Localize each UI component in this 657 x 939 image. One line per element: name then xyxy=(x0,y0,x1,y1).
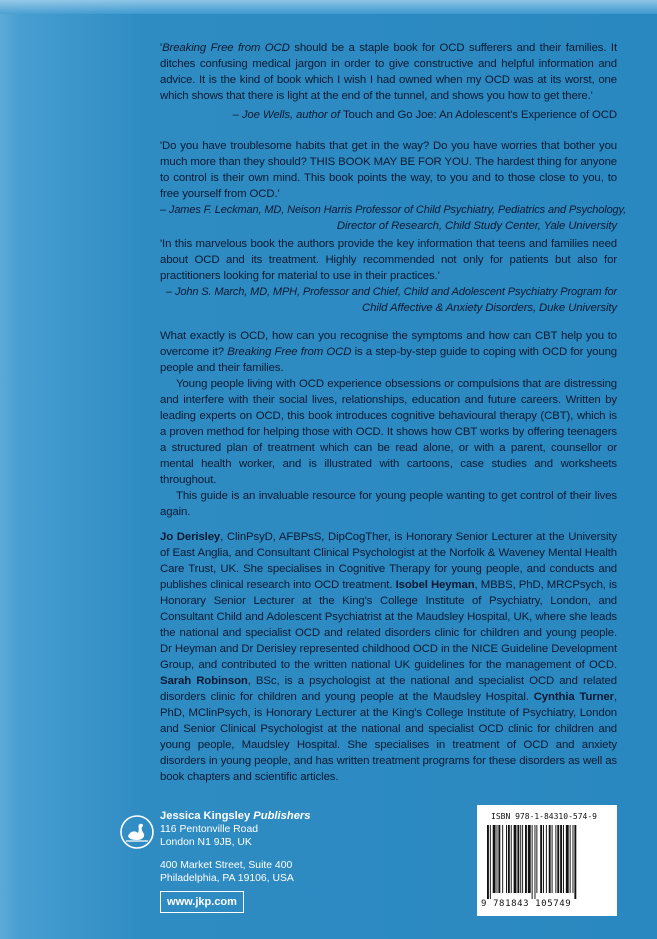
endorsement-quote-3 xyxy=(160,236,617,316)
publisher-address-us-line2: Philadelphia, PA 19106, USA xyxy=(160,873,294,884)
cover-spine-shade xyxy=(0,0,145,939)
publisher-name: Jessica Kingsley Publishers xyxy=(160,810,311,822)
publisher-address-us-line1: 400 Market Street, Suite 400 xyxy=(160,860,293,871)
author-biographies xyxy=(160,529,617,785)
description-paragraph-3: This guide is an invaluable resource for young people wanting to get control of their lives again. xyxy=(160,490,617,518)
author-name-3: Sarah Robinson xyxy=(160,675,248,687)
quote-3-attribution-line1: – John S. March, MD, MPH, Professor and Chief, Child and Adolescent Psychiatry Program for xyxy=(166,286,617,298)
quote-2-attribution-line1: – James F. Leckman, MD, Neison Harris Professor of Child Psychiatry, Pediatrics and Psychology, xyxy=(160,204,627,216)
author-name-2: Isobel Heyman xyxy=(395,579,475,591)
book-description xyxy=(160,328,617,520)
endorsement-quote-2 xyxy=(160,138,627,234)
endorsement-quote-1 xyxy=(160,40,617,123)
publisher-address-uk-line1: 116 Pentonville Road xyxy=(160,824,259,835)
quote-3-attribution-line2: Child Affective & Anxiety Disorders, Duke University xyxy=(362,302,617,314)
barcode-bars xyxy=(487,825,607,899)
book-title-italic: Breaking Free from OCD xyxy=(162,42,290,54)
author-bio-paragraph: Jo Derisley, ClinPsyD, AFBPsS, DipCogTher, is Honorary Senior Lecturer at the University of East Anglia, and Consultant Clinical Psychologist at the Norfolk & Waveney Mental Health Care Trust, UK. She specialises in Cognitive Therapy for young people, and conducts and publishes clinical research into OCD treatment. Isobel Heyman, MBBS, PhD, MRCPsych, is Honorary Senior Lecturer at the King's College Institute of Psychiatry, London, and Consultant Child and Adolescent Psychiatrist at the Maudsley Hospital, UK, where she leads the national and specialist OCD and related disorders clinic for children and young people. Dr Heyman and Dr Derisley represented childhood OCD in the NICE Guideline Development Group, and contributed to the written national UK guidelines for the management of OCD. Sarah Robinson, BSc, is a psychologist at the national and specialist OCD and related disorders clinic for children and young people at the Maudsley Hospital. Cynthia Turner, PhD, MClinPsych, is Honorary Lecturer at the King's College Institute of Psychiatry, London and Senior Clinical Psychologist at the national and specialist OCD clinic for children and young people, Maudsley Hospital. She specialises in treatment of OCD and anxiety disorders in young people, and has written treatment programs for these disorders as well as book chapters and scientific articles. xyxy=(160,531,618,783)
quote-2-attribution-line2: Director of Research, Child Study Center, Yale University xyxy=(336,220,617,232)
quote-1-text: 'Breaking Free from OCD should be a staple book for OCD sufferers and their families. It ditches confusing medical jargon in order to give constructive and helpful information and advice. It is the kind of book which I wish I had owned when my OCD was at its worst, one which shows that there is light at the end of the tunnel, and shows you how to get there.' xyxy=(160,42,617,102)
jkp-swan-logo-icon xyxy=(120,815,154,849)
quote-1-attribution: – Joe Wells, author of Touch and Go Joe: An Adolescent's Experience of OCD xyxy=(232,109,617,121)
quote-2-text: 'Do you have troublesome habits that get in the way? Do you have worries that bother you much more than they should? THIS BOOK MAY BE FOR YOU. The hardest thing for anyone to control is their own mind. This book points the way, to you and to those close to you, to free yourself from OCD.' xyxy=(160,140,617,200)
quote-3-text: 'In this marvelous book the authors provide the key information that teens and families need about OCD and its treatment. Highly recommended not only for patients but also for practitioners looking for material to use in their practices.' xyxy=(160,238,617,282)
description-paragraph-1: What exactly is OCD, how can you recognise the symptoms and how can CBT help you to overcome it? Breaking Free from OCD is a step-by-step guide to coping with OCD for young people and their families. xyxy=(160,330,618,374)
barcode-digits: 9 781843 105749 xyxy=(481,899,572,909)
publisher-address-uk-line2: London N1 9JB, UK xyxy=(160,837,252,848)
publisher-url: www.jkp.com xyxy=(160,891,244,913)
author-name-1: Jo Derisley xyxy=(160,531,221,543)
description-paragraph-2: Young people living with OCD experience obsessions or compulsions that are distressing and interfere with their social lives, relationships, education and future careers. Written by leading experts on OCD, this book introduces cognitive behavioural therapy (CBT), which is a proven method for helping those with OCD. It shows how CBT works by offering teenagers a structured plan of treatment which can be read alone, or with a parent, counsellor or mental health worker, and is illustrated with cartoons, case studies and worksheets throughout. xyxy=(160,378,617,486)
isbn-label: ISBN 978-1-84310-574-9 xyxy=(491,812,597,821)
isbn-barcode xyxy=(477,805,617,916)
publisher-info xyxy=(160,810,311,885)
author-name-4: Cynthia Turner xyxy=(533,691,614,703)
